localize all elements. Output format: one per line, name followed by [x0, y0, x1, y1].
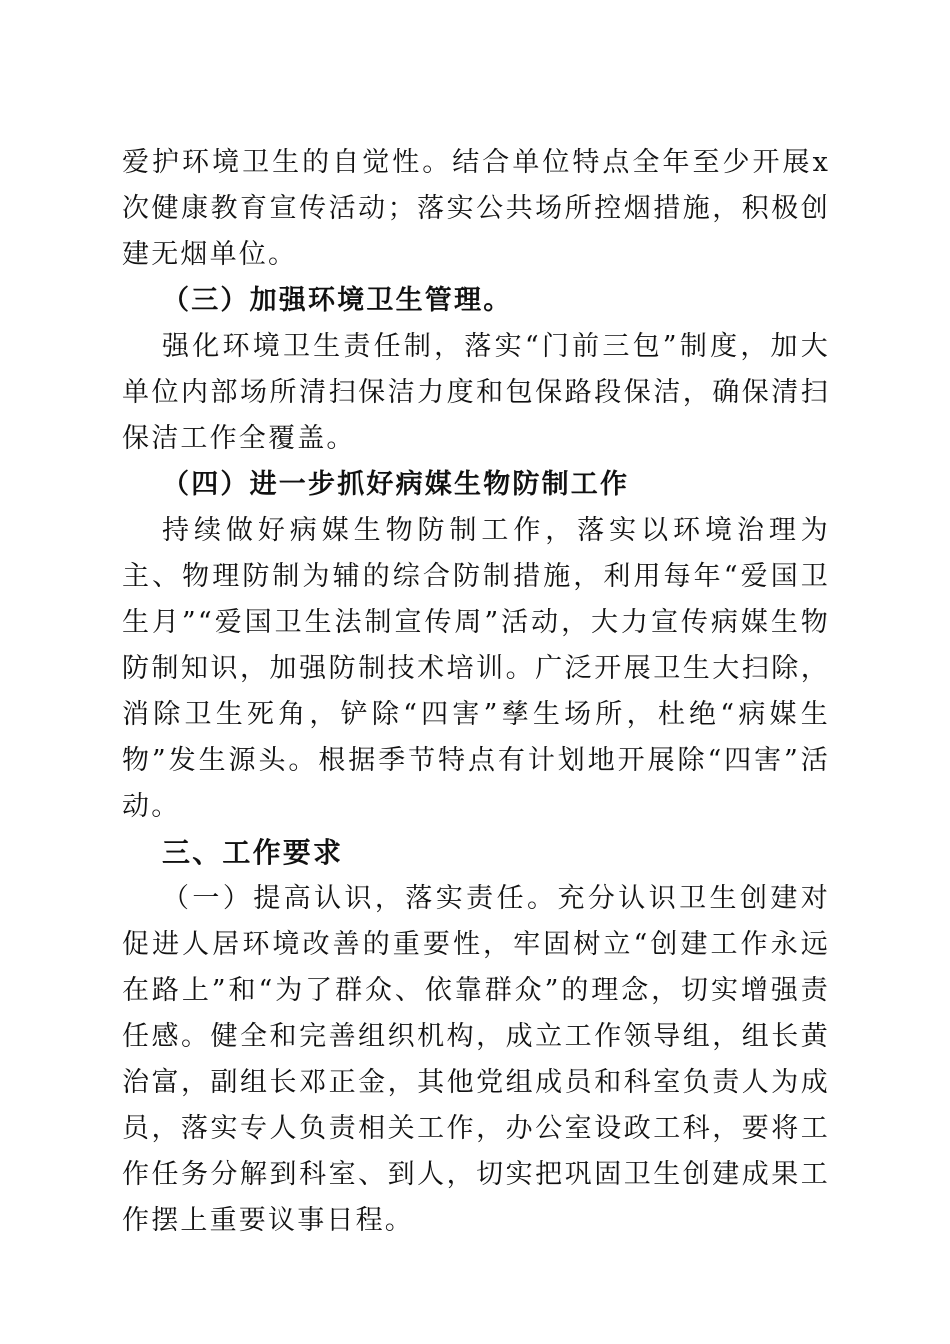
document-page [122, 140, 830, 1244]
paragraph-health-education: 爱护环境卫生的自觉性。结合单位特点全年至少开展x次健康教育宣传活动；落实公共场所控烟措施，积极创建无烟单位。 [122, 147, 830, 270]
section-heading-work-requirements: 三、工作要求 [162, 836, 344, 869]
paragraph-vector-control: 持续做好病媒生物防制工作，落实以环境治理为主、物理防制为辅的综合防制措施，利用每年“爱国卫生月”“爱国卫生法制宣传周”活动，大力宣传病媒生物防制知识，加强防制技术培训。广泛开展卫生大扫除，消除卫生死角，铲除“四害”孳生场所，杜绝“病媒生物”发生源头。根据季节特点有计划地开展除“四害”活动。 [122, 515, 830, 822]
subheading-environment-management: （三）加强环境卫生管理。 [162, 285, 513, 316]
paragraph-raise-awareness: （一）提高认识，落实责任。充分认识卫生创建对促进人居环境改善的重要性，牢固树立“创建工作永远在路上”和“为了群众、依靠群众”的理念，切实增强责任感。健全和完善组织机构，成立工作领导组，组长黄治富，副组长邓正金，其他党组成员和科室负责人为成员，落实专人负责相关工作，办公室设政工科，要将工作任务分解到科室、到人，切实把巩固卫生创建成果工作摆上重要议事日程。 [122, 883, 830, 1236]
paragraph-environment-responsibility: 强化环境卫生责任制，落实“门前三包”制度，加大单位内部场所清扫保洁力度和包保路段保洁，确保清扫保洁工作全覆盖。 [122, 331, 830, 454]
subheading-vector-control: （四）进一步抓好病媒生物防制工作 [162, 469, 630, 500]
